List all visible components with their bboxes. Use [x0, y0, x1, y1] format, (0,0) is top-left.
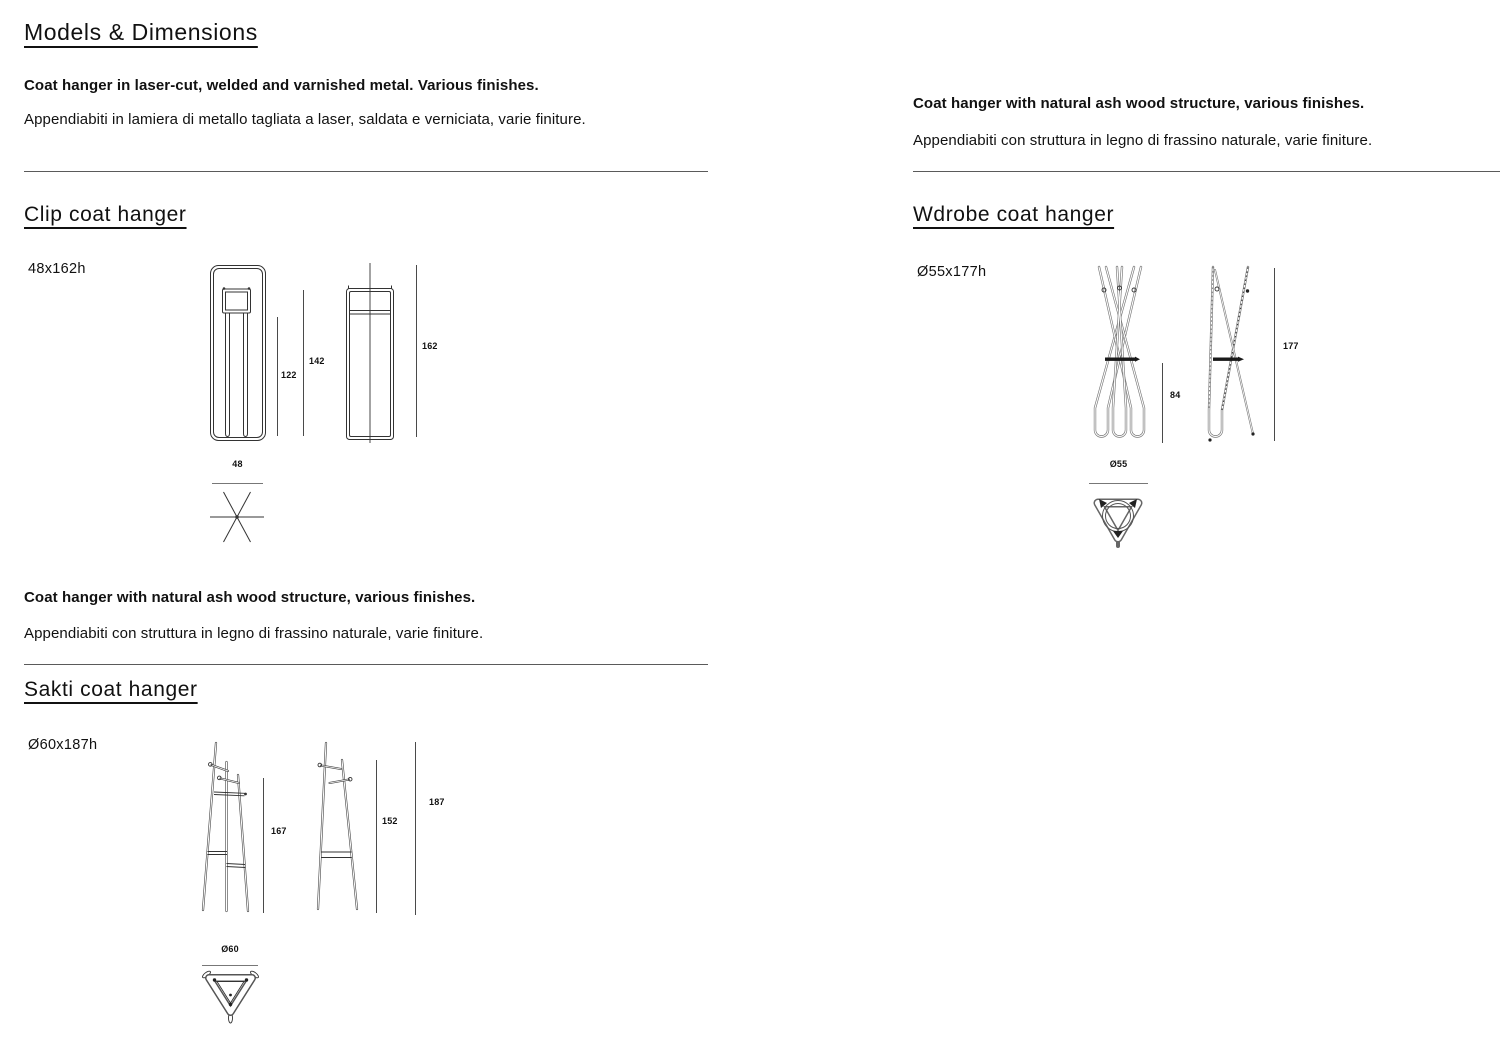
wdrobe-mid-ring — [1105, 358, 1135, 361]
sakti-intro-english: Coat hanger with natural ash wood structure, various finishes. — [24, 589, 476, 606]
wdrobe-intro-italian: Appendiabiti con struttura in legno di frassino naturale, varie finiture. — [913, 132, 1373, 149]
wdrobe-intro-english: Coat hanger with natural ash wood structure, various finishes. — [913, 95, 1365, 112]
sakti-dim-line-167 — [263, 778, 264, 913]
wdrobe-dim-line-84 — [1162, 363, 1163, 443]
wdrobe-width-dim-line — [1089, 483, 1148, 484]
clip-dim-label-142: 142 — [309, 356, 325, 366]
divider-sakti — [24, 664, 708, 665]
sakti-side-view-drawing — [305, 735, 375, 920]
clip-side-view-drawing — [344, 262, 396, 444]
sakti-heading: Sakti coat hanger — [24, 678, 198, 701]
wdrobe-size-label: Ø55x177h — [917, 264, 987, 280]
wdrobe-dim-label-177: 177 — [1283, 341, 1299, 351]
clip-intro-english: Coat hanger in laser-cut, welded and varnished metal. Various finishes. — [24, 77, 539, 94]
sakti-base-top-view-drawing — [195, 940, 275, 1040]
clip-dim-label-162: 162 — [422, 341, 438, 351]
clip-size-label: 48x162h — [28, 261, 86, 277]
page-title: Models & Dimensions — [24, 19, 258, 45]
clip-dim-line-162 — [416, 265, 417, 437]
sakti-size-label: Ø60x187h — [28, 737, 98, 753]
sakti-dim-label-diameter: Ø60 — [221, 944, 239, 954]
clip-dim-label-width: 48 — [232, 459, 243, 469]
wdrobe-side-view-drawing — [1203, 262, 1259, 450]
clip-base-top-view-drawing — [205, 478, 275, 550]
divider-wdrobe — [913, 171, 1500, 172]
clip-intro-italian: Appendiabiti in lamiera di metallo tagliata a laser, saldata e verniciata, varie finiture. — [24, 111, 586, 128]
wdrobe-front-view-drawing — [1088, 262, 1152, 450]
wdrobe-dim-line-177 — [1274, 268, 1275, 441]
wdrobe-dim-label-84: 84 — [1170, 390, 1181, 400]
sakti-dim-label-167: 167 — [271, 826, 287, 836]
wdrobe-dim-label-diameter: Ø55 — [1109, 459, 1128, 469]
sakti-dim-label-187: 187 — [429, 797, 445, 807]
clip-dim-line-122 — [277, 317, 278, 436]
wdrobe-mid-ring-side — [1213, 358, 1238, 361]
sakti-front-view-drawing — [195, 735, 265, 920]
clip-heading: Clip coat hanger — [24, 203, 187, 226]
clip-front-view-drawing — [208, 262, 268, 444]
divider-clip — [24, 171, 708, 172]
sakti-dim-line-187 — [415, 742, 416, 915]
clip-dim-line-142 — [303, 290, 304, 436]
sakti-dim-label-152: 152 — [382, 816, 398, 826]
sakti-dim-line-152 — [376, 760, 377, 913]
wdrobe-base-top-view-drawing — [1085, 486, 1151, 550]
wdrobe-heading: Wdrobe coat hanger — [913, 203, 1115, 226]
sakti-intro-italian: Appendiabiti con struttura in legno di frassino naturale, varie finiture. — [24, 625, 484, 642]
clip-dim-label-122: 122 — [281, 370, 297, 380]
